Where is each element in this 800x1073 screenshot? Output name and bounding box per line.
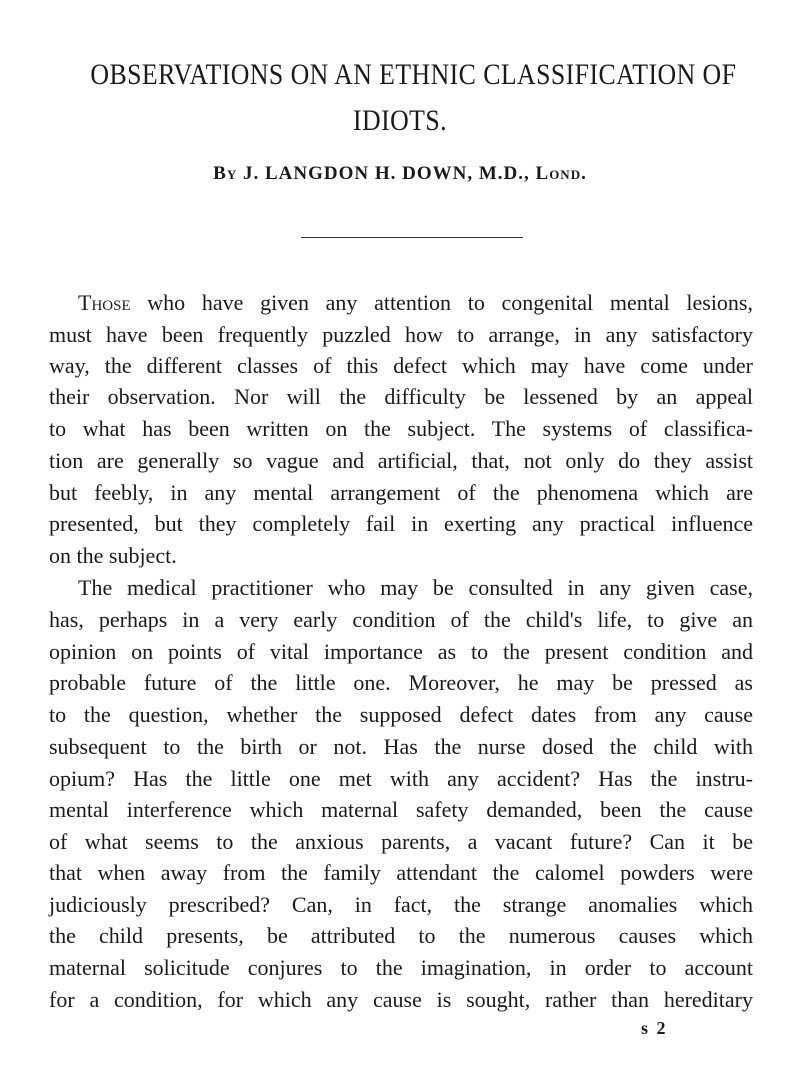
body-line: maternal solicitude conjures to the imagination, in order to account — [49, 955, 753, 980]
body-line: must have been frequently puzzled how to arrange, in any satisfactory — [49, 322, 753, 347]
body-line: tion are generally so vague and artificial, that, not only do they assist — [49, 448, 753, 473]
body-line: has, perhaps in a very early condition of the child's life, to give an — [49, 607, 753, 632]
signature-mark: s 2 — [641, 1018, 668, 1038]
lead-word: Those — [78, 290, 131, 315]
body-line: their observation. Nor will the difficulty be lessened by an appeal — [49, 384, 753, 409]
paragraph-1-line-1 — [78, 287, 753, 319]
body-line: judiciously prescribed? Can, in fact, the strange anomalies which — [49, 892, 753, 917]
byline-prefix: By — [213, 163, 238, 184]
body-line: the child presents, be attributed to the numerous causes which — [49, 923, 753, 948]
body-line: but feebly, in any mental arrangement of the phenomena which are — [49, 480, 753, 505]
body-line: to the question, whether the supposed defect dates from any cause — [49, 702, 753, 727]
paragraph-2-line-1: The medical practitioner who may be consulted in any given case, — [78, 575, 753, 600]
body-line: probable future of the little one. Moreover, he may be pressed as — [49, 670, 753, 695]
author-byline — [0, 163, 800, 185]
body-line: way, the different classes of this defect which may have come under — [49, 353, 753, 378]
body-line: of what seems to the anxious parents, a vacant future? Can it be — [49, 829, 753, 854]
byline-suffix: Lond. — [535, 163, 587, 184]
body-line: that when away from the family attendant the calomel powders were — [49, 860, 753, 885]
body-line: opinion on points of vital importance as to the present condition and — [49, 639, 753, 664]
byline-author-name: J. LANGDON H. DOWN, M.D., — [242, 163, 530, 184]
title-line-2: IDIOTS. — [352, 104, 448, 137]
body-line: for a condition, for which any cause is sought, rather than hereditary — [49, 987, 753, 1012]
title-divider-rule — [301, 237, 523, 238]
line-text: who have given any attention to congenital mental lesions, — [130, 290, 753, 315]
body-line: mental interference which maternal safety demanded, been the cause — [49, 797, 753, 822]
body-line: presented, but they completely fail in exerting any practical influence — [49, 511, 753, 536]
body-line: opium? Has the little one met with any accident? Has the instru- — [49, 766, 753, 791]
body-line: subsequent to the birth or not. Has the nurse dosed the child with — [49, 734, 753, 759]
paragraph-1-last-line: on the subject. — [49, 543, 177, 568]
title-line-1: OBSERVATIONS ON AN ETHNIC CLASSIFICATION OF — [90, 58, 737, 91]
body-line: to what has been written on the subject. The systems of classifica- — [49, 416, 753, 441]
